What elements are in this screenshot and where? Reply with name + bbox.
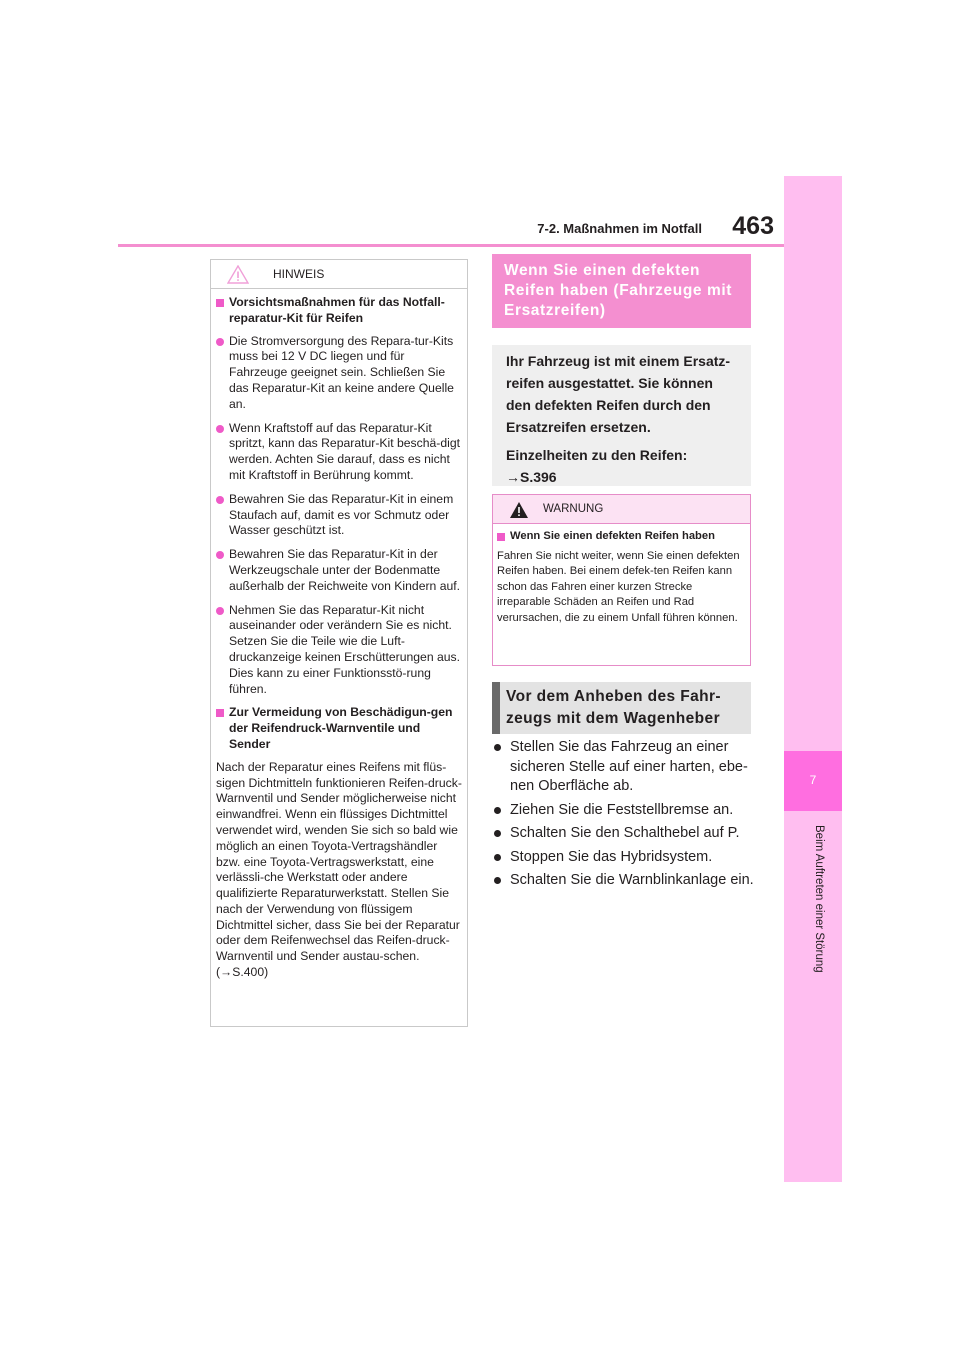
hinweis-paragraph: Nach der Reparatur eines Reifens mit flüs-sigen Dichtmitteln funktionieren Reifen-druck-Warnventil und Sender möglicherweise nicht einwandfrei. Wenn ein flüssiges Dichtmittel verwendet wird, wenden Sie sich so bald wie möglich an einen Toyota-Vertragshändler bzw. eine Toyota-Vertragswerkstatt, eine verlässli-che Werkstatt oder andere qualifizierte Reparaturwerkstatt. Stellen Sie nach der Verwendung von flüssigem Dichtmittel sicher, dass Sie bei der Reparatur oder dem Reifenwechsel das Reifen-druck-Warnventil und Sender austau-schen. (→S.400)	[216, 759, 462, 980]
hinweis-bullet: Wenn Kraftstoff auf das Reparatur-Kit spritzt, kann das Reparatur-Kit beschä-digt werden. Achten Sie darauf, dass es nicht mit Kraftstoff in Berührung kommt.	[216, 421, 464, 484]
hinweis-bullet: Nehmen Sie das Reparatur-Kit nicht auseinander oder verändern Sie es nicht. Setzen Sie die Teile wie die Luft-druckanzeige keinen Erschütterungen aus. Dies kann zu einer Funktionsstö-rung führen.	[216, 603, 464, 698]
chapter-title: Beim Auftreten einer Störung	[813, 825, 825, 973]
warnung-box	[492, 494, 751, 666]
spare-tire-heading-text: Wenn Sie einen defekten Reifen haben (Fahrzeuge mit Ersatzreifen)	[504, 262, 733, 319]
spare-tire-info-box	[492, 345, 751, 486]
spare-tire-intro: Ihr Fahrzeug ist mit einem Ersatz-reifen ausgestattet. Sie können den defekten Reifen durch den Ersatzreifen ersetzen.	[506, 353, 731, 435]
hinweis-box	[210, 259, 468, 1027]
hinweis-body	[216, 295, 464, 987]
hinweis-bullet: Die Stromversorgung des Repara-tur-Kits muss bei 12 V DC liegen und für Fahrzeuge geeignet sein. Schließen Sie das Reparatur-Kit an keine andere Quelle an.	[216, 334, 464, 413]
tire-details-reference: →S.396	[506, 469, 557, 485]
caution-triangle-icon	[227, 265, 249, 284]
chapter-side-tab	[784, 176, 842, 1182]
warnung-paragraph: Fahren Sie nicht weiter, wenn Sie einen defekten Reifen haben. Bei einem defek-ten Reifen kann schon das Fahren einer kurzen Strecke irreparable Schäden an Reifen und Rad verursachen, die zu einem Unfall führen können.	[497, 549, 740, 624]
header-divider	[118, 244, 786, 247]
jack-heading-text: Vor dem Anheben des Fahr-zeugs mit dem Wagenheber	[506, 688, 721, 727]
warnung-body	[497, 529, 745, 626]
tire-details-label: Einzelheiten zu den Reifen:	[506, 447, 688, 463]
hinweis-subheading: Zur Vermeidung von Beschädigun-gen der Reifendruck-Warnventile und Sender	[216, 705, 464, 752]
chapter-number: 7	[809, 773, 817, 787]
spare-tire-heading	[492, 254, 751, 328]
hinweis-header-rule	[211, 288, 467, 289]
list-item: Stoppen Sie das Hybridsystem.	[492, 848, 754, 868]
list-item: Schalten Sie den Schalthebel auf P.	[492, 824, 754, 844]
warning-triangle-icon	[509, 501, 529, 519]
jack-heading	[492, 682, 751, 734]
hinweis-bullet: Bewahren Sie das Reparatur-Kit in der Werkzeugschale unter der Bodenmatte außerhalb der Reichweite von Kindern auf.	[216, 547, 464, 594]
hinweis-header	[211, 260, 467, 288]
warnung-label: WARNUNG	[543, 503, 604, 515]
hinweis-subheading: Vorsichtsmaßnahmen für das Notfall-reparatur-Kit für Reifen	[216, 295, 464, 327]
hinweis-bullet: Bewahren Sie das Reparatur-Kit in einem Staufach auf, damit es vor Schmutz oder Wasser geschützt ist.	[216, 492, 464, 539]
jack-heading-bar	[492, 682, 500, 734]
list-item: Ziehen Sie die Feststellbremse an.	[492, 801, 754, 821]
page-number: 463	[732, 212, 774, 240]
warnung-subheading: Wenn Sie einen defekten Reifen haben	[497, 529, 745, 545]
hinweis-label: HINWEIS	[273, 267, 325, 281]
chapter-number-tab	[784, 751, 842, 811]
list-item: Schalten Sie die Warnblinkanlage ein.	[492, 871, 754, 891]
section-title: 7-2. Maßnahmen im Notfall	[537, 221, 702, 236]
list-item: Stellen Sie das Fahrzeug an einer sicheren Stelle auf einer harten, ebe-nen Oberfläche ab.	[492, 738, 754, 797]
jack-steps-list	[492, 738, 754, 895]
warnung-header	[493, 495, 750, 524]
